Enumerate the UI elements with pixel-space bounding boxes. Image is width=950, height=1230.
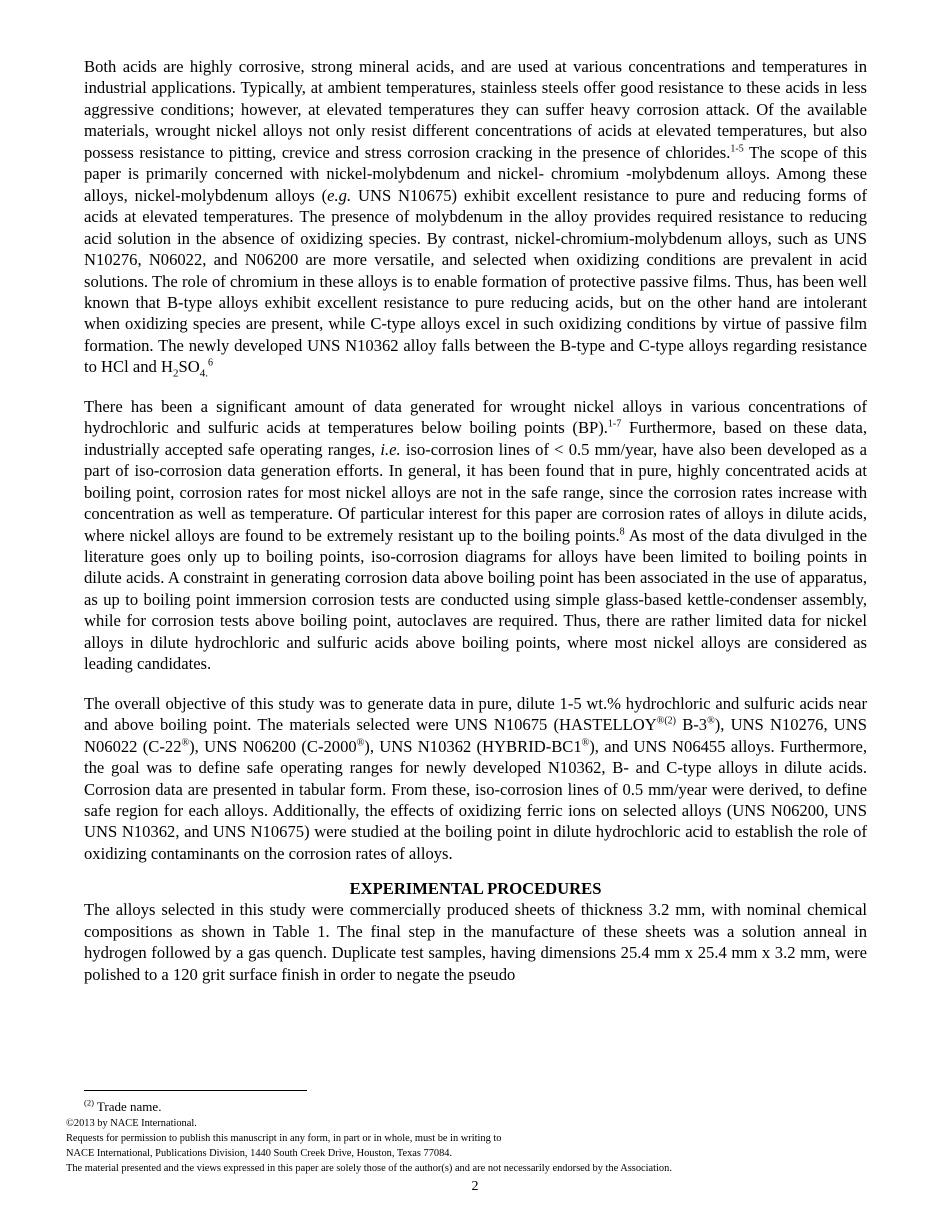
p1-text-b: The scope of this paper is primarily concerned with nickel-molybdenum and nickel- chromium -molybdenum alloys. Among these alloys, nickel-molybdenum alloys (	[84, 142, 868, 205]
p1-eg: e.g.	[327, 185, 352, 205]
footnote-divider	[84, 1090, 307, 1091]
h2so4-sub-4: 4.	[199, 367, 208, 380]
registered-mark: ®	[356, 737, 365, 749]
footnote	[84, 1099, 161, 1115]
p2-text-b: Furthermore, based on these data, industrially accepted safe operating ranges,	[84, 418, 867, 459]
p2-ie: i.e.	[380, 439, 401, 459]
footnote-text: Trade name.	[93, 1099, 162, 1114]
p3-text-c: ), UNS N10276, UNS N06022 (C-22	[84, 715, 867, 756]
permission-line-2: NACE International, Publications Division, 1440 South Creek Drive, Houston, Texas 77084.	[66, 1148, 453, 1159]
p2-text-a: There has been a significant amount of data generated for wrought nickel alloys in various concentrations of hydrochloric and sulfuric acids at temperatures below boiling points (BP).	[84, 396, 867, 438]
p2-text-c: iso-corrosion lines of < 0.5 mm/year, have also been developed as a part of iso-corrosion data generation efforts. In general, it has been found that in pure, highly concentrated acids at boiling point, corrosion rates for most nickel alloys are not in the safe range, since the corrosion rates increase with concentration as well as temperature. Of particular interest for this paper are corrosion rates of alloys in dilute acids, where nickel alloys are found to be extremely resistant up to the boiling points.	[84, 439, 867, 545]
paragraph-procedures: The alloys selected in this study were commercially produced sheets of thickness 3.2 mm, with nominal chemical compositions as shown in Table 1. The final step in the manufacture of these sheets was a solution anneal in hydrogen followed by a gas quench. Duplicate test samples, having dimensions 25.4 mm x 25.4 mm x 3.2 mm, were polished to a 120 grit surface finish in order to negate the pseudo	[84, 900, 867, 984]
citation-6: 6	[207, 357, 213, 369]
section-heading: EXPERIMENTAL PROCEDURES	[349, 879, 602, 899]
paragraph-acids-overview	[84, 56, 867, 378]
h2so4-sub-2: 2	[172, 367, 179, 380]
citation-8: 8	[619, 525, 625, 537]
p3-text-f: ), and UNS N06455 alloys. Furthermore, the goal was to define safe operating ranges for newly developed N10362, B- and C-type alloys in dilute acids. Corrosion data are presented in tabular form. From these, iso-corrosion lines of 0.5 mm/year were derived, to define safe region for each alloys. Additionally, the effects of oxidizing ferric ions on selected alloys (UNS N06200, UNS UNS N10362, and UNS N10675) were studied at the boiling point in dilute hydrochloric acid to establish the role of oxidizing contaminants on the corrosion rates of alloys.	[84, 736, 867, 863]
page-number: 2	[471, 1179, 479, 1194]
registered-mark: ®	[707, 715, 715, 727]
citation-1-5: 1-5	[730, 143, 744, 155]
copyright-line: ©2013 by NACE International.	[66, 1118, 197, 1129]
registered-footnote-mark: ®(2)	[656, 715, 676, 727]
paragraph-existing-data	[84, 396, 867, 675]
permission-line-1: Requests for permission to publish this manuscript in any form, in part or in whole, must be in writing to	[66, 1133, 502, 1144]
footnote-marker: (2)	[84, 1097, 94, 1108]
p2-text-d: As most of the data divulged in the literature goes only up to boiling points, iso-corrosion diagrams for alloys have been limited to boiling points in dilute acids. A constraint in generating corrosion data above boiling point has been associated in the use of apparatus, as up to boiling point immersion corrosion tests are conducted using simple glass-based kettle-condenser assembly, while for corrosion tests above boiling point, autoclaves are required. Thus, there are rather limited data for nickel alloys in dilute hydrochloric and sulfuric acids above boiling points, where most nickel alloys are considered as leading candidates.	[84, 525, 867, 674]
p1-text-c: UNS N10675) exhibit excellent resistance to pure and reducing forms of acids at elevated temperatures. The presence of molybdenum in the alloy provides required resistance to reducing acid solution in the absence of oxidizing species. By contrast, nickel-chromium-molybdenum alloys, such as UNS N10276, N06022, and N06200 are more versatile, and selected when oxidizing conditions are prevalent in acid solutions. The role of chromium in these alloys is to enable formation of protective passive films. Thus, has been well known that B-type alloys exhibit excellent resistance to pure reducing acids, but on the other hand are intolerant when oxidizing species are present, while C-type alloys excel in such oxidizing conditions by virtue of passive film formation. The newly developed UNS N10362 alloy falls between the B-type and C-type alloys regarding resistance to HCl and H	[84, 185, 868, 377]
registered-mark: ®	[581, 737, 590, 749]
p3-text-d: ), UNS N06200 (C-2000	[189, 736, 357, 756]
disclaimer-line: The material presented and the views expressed in this paper are solely those of the author(s) and are not necessarily endorsed by the Association.	[66, 1163, 672, 1174]
main-text	[84, 56, 867, 985]
p1-text-a: Both acids are highly corrosive, strong mineral acids, and are used at various concentrations and temperatures in industrial applications. Typically, at ambient temperatures, stainless steels offer good resistance to these acids in less aggressive conditions; however, at elevated temperatures they can suffer heavy corrosion attack. Of the available materials, wrought nickel alloys not only resist different concentrations of acids at elevated temperatures, but also possess resistance to pitting, crevice and stress corrosion cracking in the presence of chlorides.	[84, 57, 867, 162]
registered-mark: ®	[181, 737, 190, 749]
p3-text-b: B-3	[676, 715, 708, 735]
legal-notice	[66, 1116, 672, 1176]
p3-text-e: ), UNS N10362 (HYBRID-BC1	[364, 736, 582, 756]
p3-text-a: The overall objective of this study was to generate data in pure, dilute 1-5 wt.% hydrochloric and sulfuric acids near and above boiling point. The materials selected were UNS N10675 (HASTELLOY	[84, 693, 867, 735]
h2so4-so: SO	[178, 357, 200, 377]
paragraph-objective	[84, 693, 867, 865]
citation-1-7: 1-7	[607, 418, 622, 430]
